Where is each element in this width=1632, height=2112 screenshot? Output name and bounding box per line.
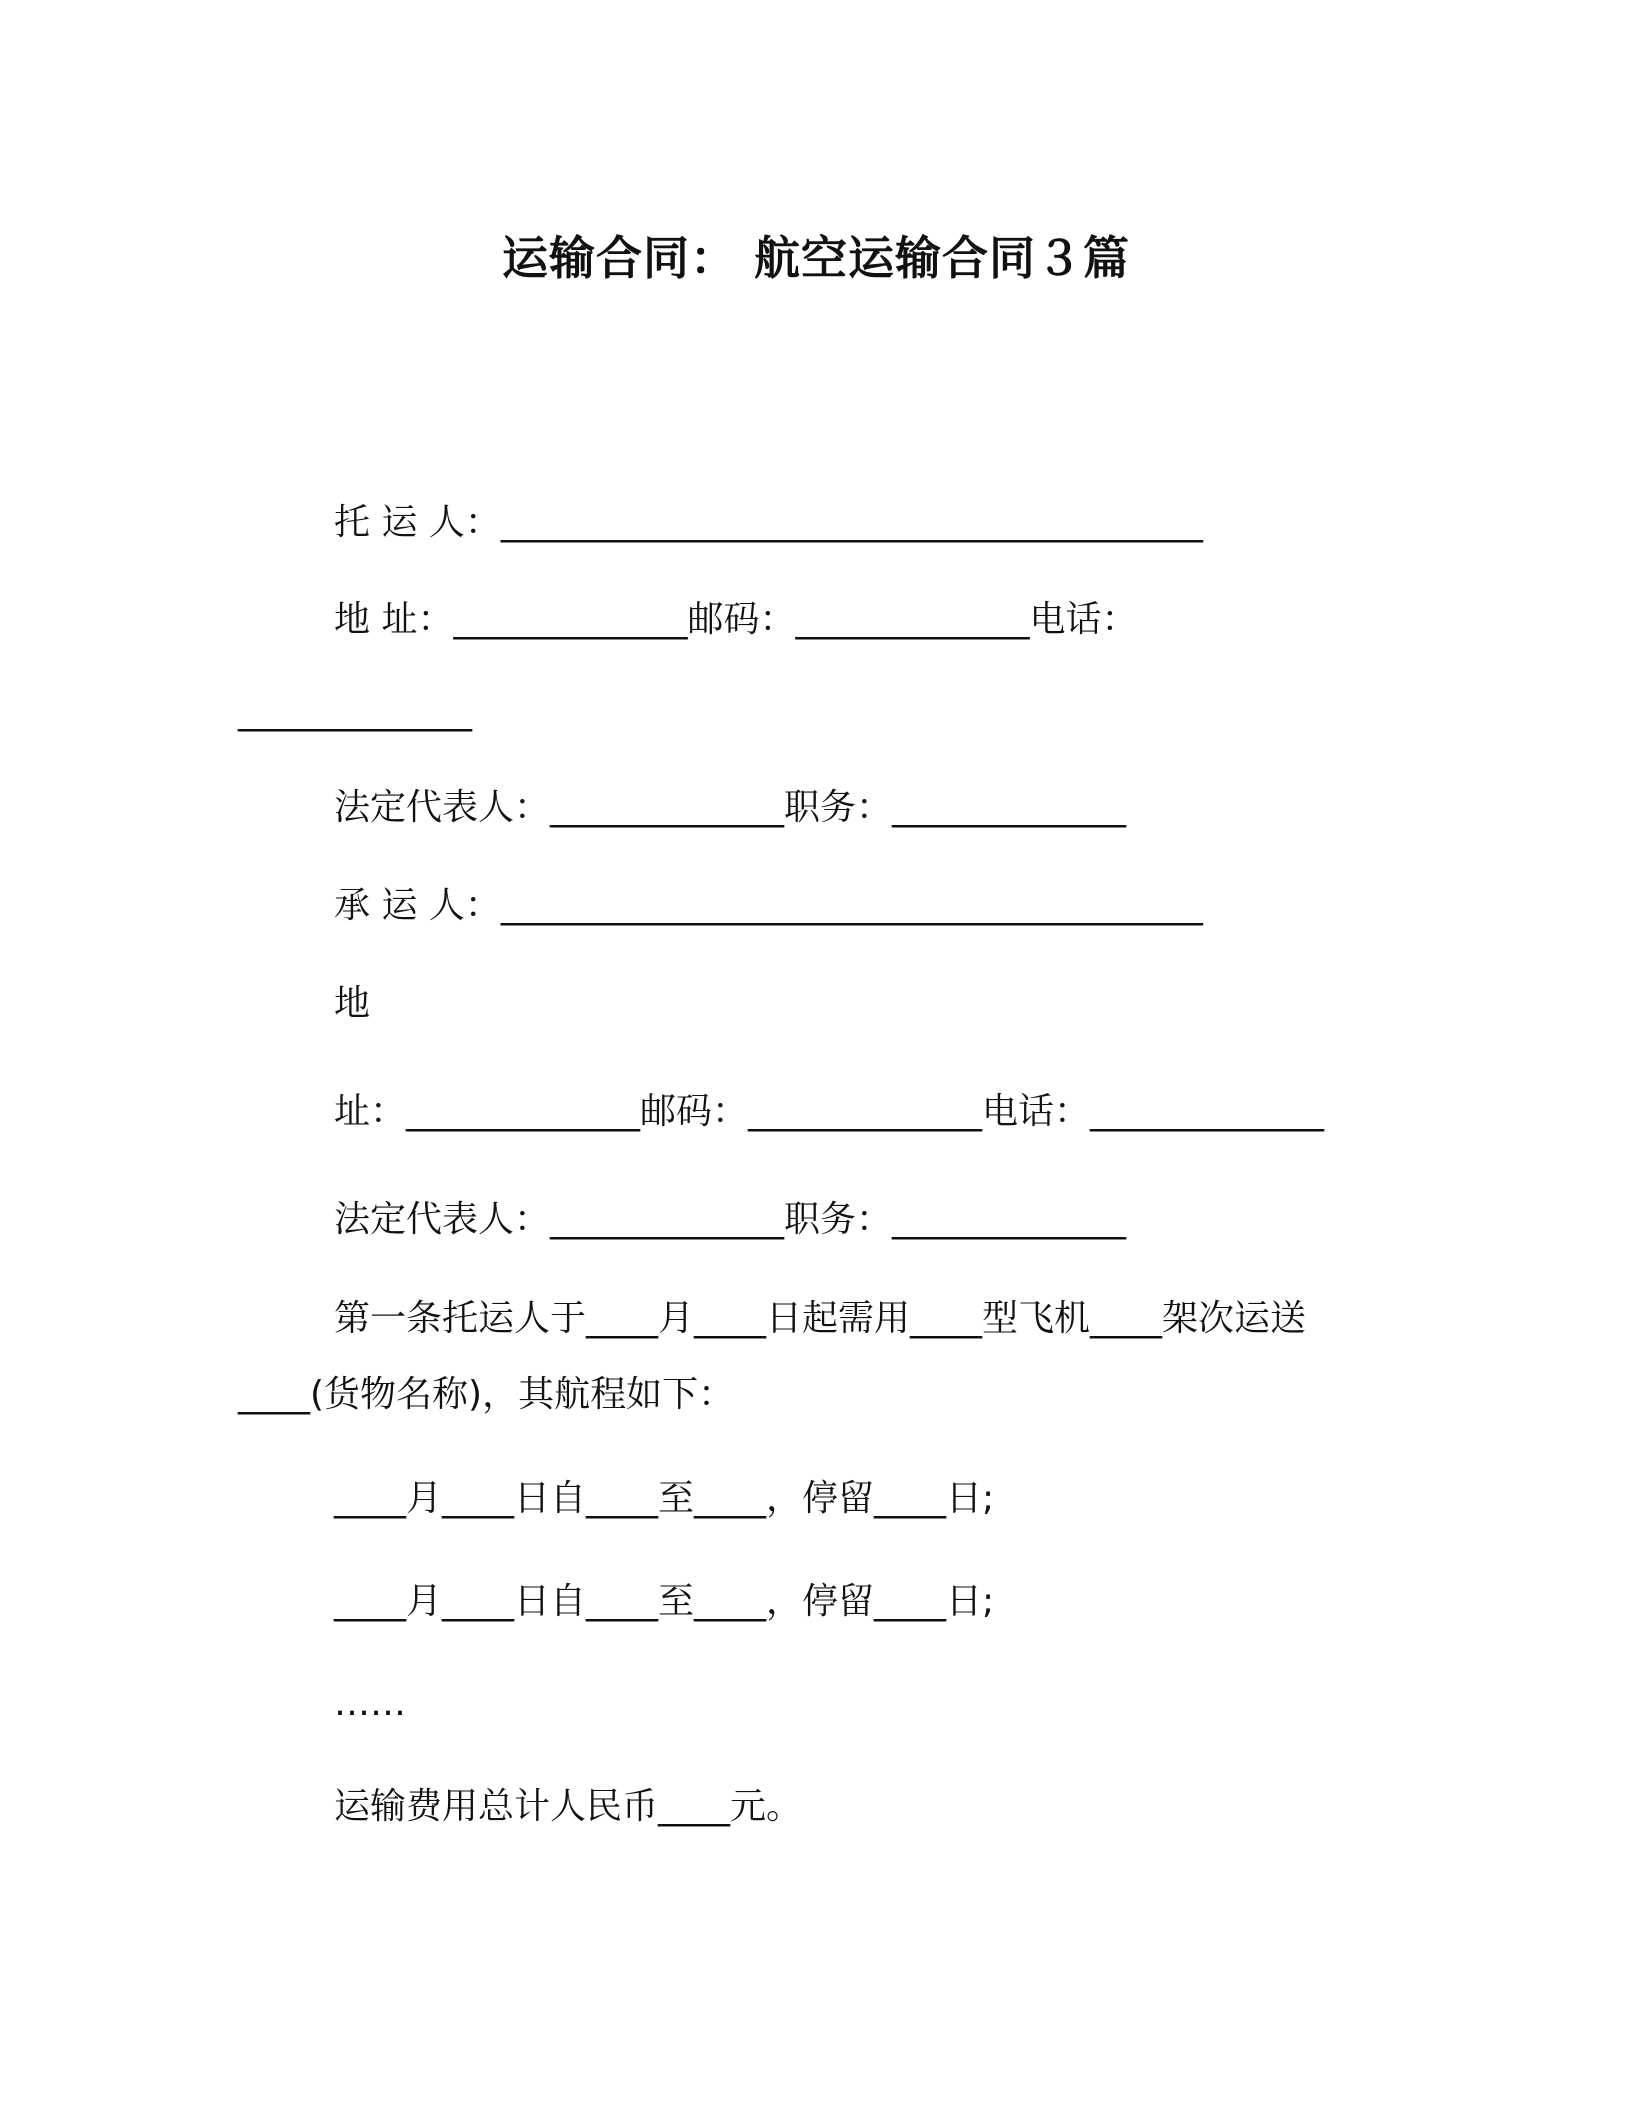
route-line-2: ____月____日自____至____，停留____日; — [334, 1581, 995, 1622]
total-fee-line: 运输费用总计人民币____元。 — [334, 1786, 803, 1827]
carrier-address-line: 址：_____________邮码：_____________电话：_____________ — [334, 1091, 1325, 1132]
ellipsis-line: …… — [334, 1683, 406, 1724]
shipper-address-line: 地 址：_____________邮码：_____________电话： — [334, 599, 1138, 640]
carrier-address-label: 地 — [334, 983, 371, 1024]
article-one-continued: ____(货物名称)，其航程如下： — [238, 1374, 735, 1415]
document-title: 运输合同： 航空运输合同３篇 — [501, 231, 1130, 285]
shipper-phone-blank: _____________ — [238, 691, 472, 732]
route-line-1: ____月____日自____至____，停留____日; — [334, 1478, 995, 1519]
carrier-representative-line: 法定代表人：_____________职务：_____________ — [334, 1199, 1127, 1240]
carrier-line: 承 运 人：_______________________________________ — [334, 885, 1203, 926]
article-one-line: 第一条托运人于____月____日起需用____型飞机____架次运送 — [334, 1298, 1307, 1339]
shipper-representative-line: 法定代表人：_____________职务：_____________ — [334, 787, 1127, 828]
shipper-line: 托 运 人：_______________________________________ — [334, 502, 1203, 543]
